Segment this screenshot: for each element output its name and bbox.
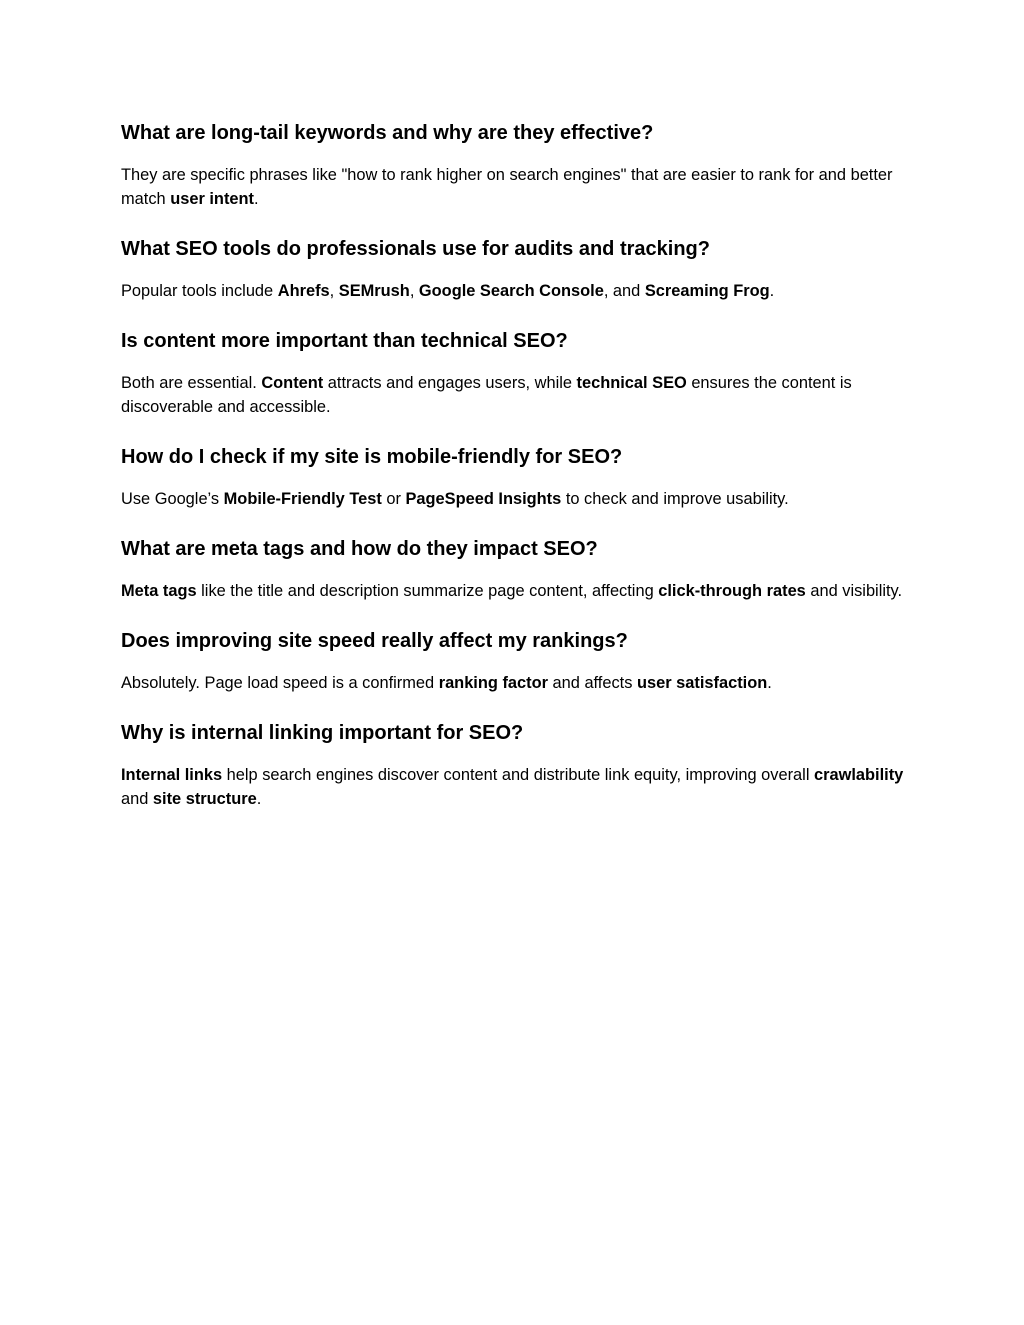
faq-question: Is content more important than technical SEO? [121,330,568,352]
answer-text: Both are essential. [121,374,262,392]
faq-item [121,717,911,811]
answer-bold-text: click-through rates [658,582,806,600]
faq-question: Does improving site speed really affect my rankings? [121,630,628,652]
answer-bold-text: Screaming Frog [644,282,770,300]
faq-item [121,117,911,211]
answer-bold-text: Internal links [121,766,223,784]
answer-text: , [409,282,419,300]
faq-item [121,625,911,695]
faq-answer [121,671,911,695]
answer-bold-text: user satisfaction [636,674,768,692]
faq-question: What are meta tags and how do they impact SEO? [121,538,598,560]
answer-bold-text: Content [261,374,324,392]
answer-text: and affects [547,674,637,692]
answer-bold-text: ranking factor [438,674,548,692]
faq-item [121,233,911,303]
faq-answer [121,487,911,511]
answer-text: They are specific phrases like "how to rank higher on search engines" that are easier to rank for and better match [121,166,893,208]
document-page [121,117,911,833]
faq-item [121,441,911,511]
answer-bold-text: technical SEO [576,374,687,392]
answer-bold-text: crawlability [814,766,904,784]
answer-bold-text: Meta tags [121,582,197,600]
faq-answer [121,371,911,419]
faq-answer [121,763,911,811]
answer-text: . [769,282,775,300]
answer-text: Use Google’s [121,490,224,508]
answer-bold-text: user intent [170,190,254,208]
answer-text: , [329,282,339,300]
answer-text: . [256,790,262,808]
faq-question: How do I check if my site is mobile-friendly for SEO? [121,446,623,468]
answer-text: like the title and description summarize page content, affecting [196,582,659,600]
answer-text: and visibility. [805,582,903,600]
faq-item [121,533,911,603]
faq-answer [121,279,911,303]
answer-text: help search engines discover content and distribute link equity, improving overall [222,766,815,784]
faq-question: Why is internal linking important for SEO? [121,722,524,744]
answer-text: attracts and engages users, while [323,374,577,392]
answer-text: , and [603,282,645,300]
answer-text: . [767,674,772,692]
answer-text: Popular tools include [121,282,278,300]
answer-bold-text: Ahrefs [277,282,330,300]
answer-bold-text: Mobile-Friendly Test [223,490,382,508]
answer-text: . [254,190,259,208]
answer-text: and [121,790,153,808]
answer-bold-text: site structure [152,790,257,808]
answer-bold-text: SEMrush [338,282,410,300]
answer-text: to check and improve usability. [561,490,789,508]
answer-bold-text: Google Search Console [418,282,604,300]
faq-question: What SEO tools do professionals use for audits and tracking? [121,238,710,260]
faq-item [121,325,911,419]
faq-question: What are long-tail keywords and why are they effective? [121,122,654,144]
faq-answer [121,163,911,211]
faq-answer [121,579,911,603]
answer-text: Absolutely. Page load speed is a confirmed [121,674,439,692]
answer-text: ensures the content is discoverable and accessible. [121,374,852,416]
answer-bold-text: PageSpeed Insights [405,490,562,508]
answer-text: or [381,490,406,508]
